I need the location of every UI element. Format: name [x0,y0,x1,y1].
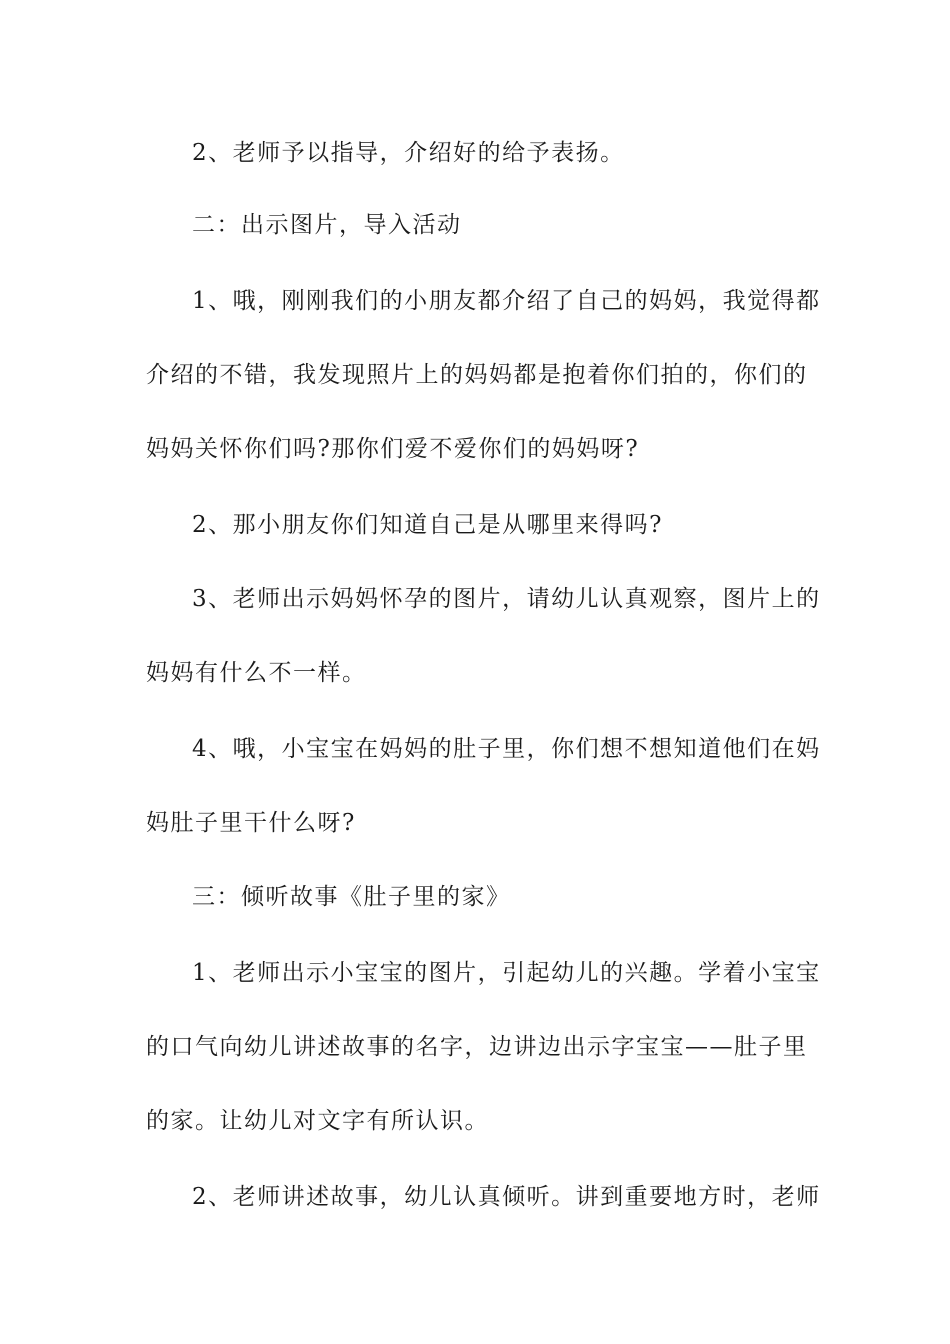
section-heading: 三：倾听故事《肚子里的家》 [192,884,511,910]
paragraph-line: 3、老师出示妈妈怀孕的图片，请幼儿认真观察，图片上的 [192,586,821,612]
paragraph-line: 2、那小朋友你们知道自己是从哪里来得吗? [192,512,663,538]
paragraph-line: 2、老师予以指导，介绍好的给予表扬。 [192,140,625,166]
paragraph-line: 介绍的不错，我发现照片上的妈妈都是抱着你们拍的，你们的 [146,362,808,388]
paragraph-line: 1、哦，刚刚我们的小朋友都介绍了自己的妈妈，我觉得都 [192,288,821,314]
section-heading: 二：出示图片，导入活动 [192,212,462,238]
paragraph-line: 妈妈有什么不一样。 [146,660,367,686]
paragraph-line: 妈妈关怀你们吗?那你们爱不爱你们的妈妈呀? [146,436,640,462]
paragraph-line: 2、老师讲述故事，幼儿认真倾听。讲到重要地方时，老师 [192,1184,821,1210]
paragraph-line: 的口气向幼儿讲述故事的名字，边讲边出示字宝宝——肚子里 [146,1034,808,1060]
paragraph-line: 4、哦，小宝宝在妈妈的肚子里，你们想不想知道他们在妈 [192,736,821,762]
paragraph-line: 1、老师出示小宝宝的图片，引起幼儿的兴趣。学着小宝宝 [192,960,821,986]
paragraph-line: 的家。让幼儿对文字有所认识。 [146,1108,489,1134]
paragraph-line: 妈肚子里干什么呀? [146,810,356,836]
